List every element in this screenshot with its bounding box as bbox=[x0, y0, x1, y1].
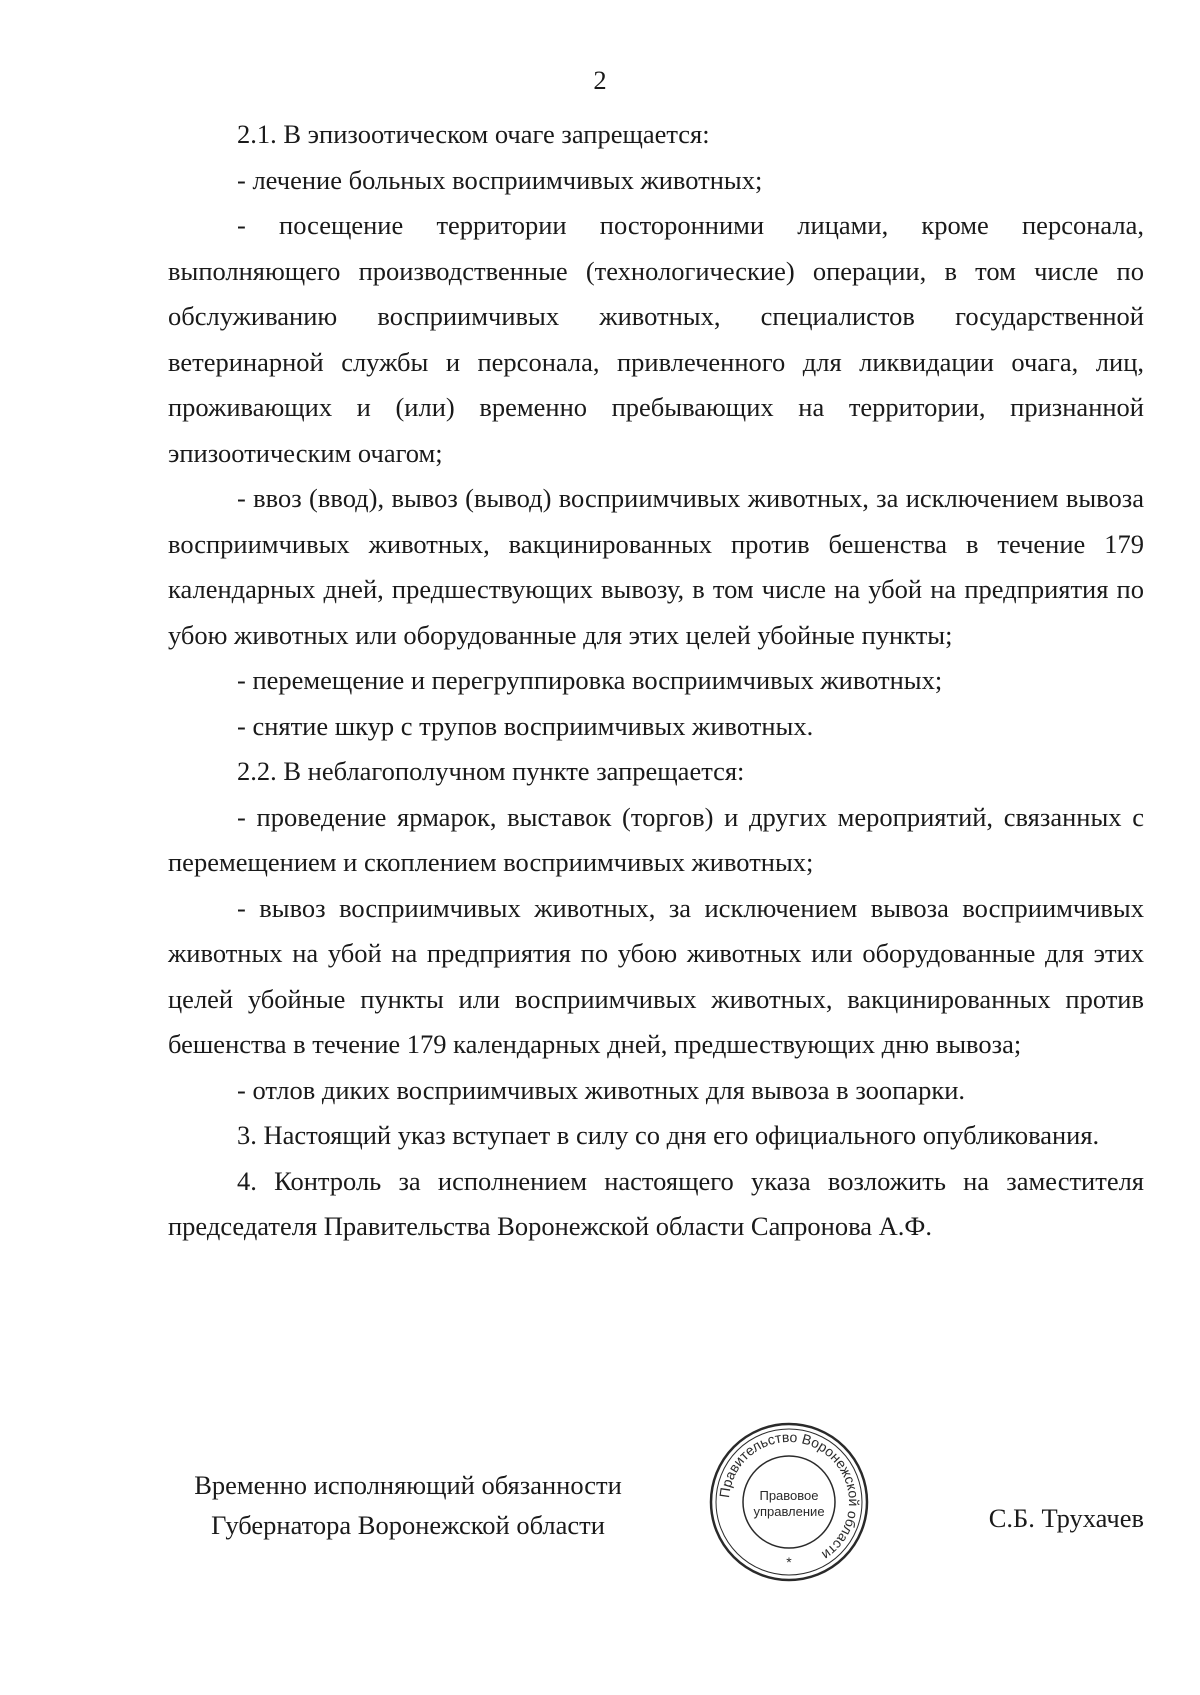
paragraph-3: 3. Настоящий указ вступает в силу со дня его официального опубликования. bbox=[237, 1120, 1100, 1150]
document-body bbox=[168, 112, 1144, 1250]
paragraph-item: - посещение территории посторонними лицами, кроме персонала, выполняющего производственные (технологические) операции, в том числе по обслуживанию восприимчивых животных, специалистов государственной ветеринарной службы и персонала, привлеченного для ликвидации очага, лиц, проживающих и (или) временно пребывающих на территории, признанной эпизоотическим очагом; bbox=[168, 210, 1144, 468]
paragraph-item: - проведение ярмарок, выставок (торгов) и других мероприятий, связанных с перемещением и скоплением восприимчивых животных; bbox=[168, 801, 1144, 877]
position-line-1: Временно исполняющий обязанности bbox=[194, 1470, 622, 1500]
paragraph-item: - перемещение и перегруппировка восприимчивых животных; bbox=[237, 665, 943, 695]
paragraph-item: - отлов диких восприимчивых животных для вывоза в зоопарки. bbox=[237, 1074, 966, 1105]
position-line-2: Губернатора Воронежской области bbox=[211, 1510, 605, 1540]
page-number: 2 bbox=[593, 65, 607, 95]
paragraph-item: - лечение больных восприимчивых животных; bbox=[237, 164, 763, 195]
stamp-seal-graphic bbox=[707, 1420, 871, 1584]
paragraph-4: 4. Контроль за исполнением настоящего указа возложить на заместителя председателя Правительства Воронежской области Сапронова А.Ф. bbox=[168, 1165, 1144, 1241]
paragraph-item: - ввоз (ввод), вывоз (вывод) восприимчивых животных, за исключением вывоза восприимчивых животных, вакцинированных против бешенства в течение 179 календарных дней, предшествующих вывозу, в том числе на убой на предприятия по убою животных или оборудованные для этих целей убойные пункты; bbox=[168, 483, 1144, 650]
signatory-position bbox=[168, 1465, 648, 1545]
paragraph-2-2-heading: 2.2. В неблагополучном пункте запрещается: bbox=[237, 756, 745, 786]
signatory-name: С.Б. Трухачев bbox=[988, 1503, 1144, 1533]
paragraph-item: - вывоз восприимчивых животных, за исключением вывоза восприимчивых животных на убой на предприятия по убою животных или оборудованные для этих целей убойные пункты или восприимчивых животных, вакцинированных против бешенства в течение 179 календарных дней, предшествующих дню вывоза; bbox=[168, 892, 1144, 1059]
paragraph-2-1-heading: 2.1. В эпизоотическом очаге запрещается: bbox=[237, 119, 710, 149]
official-stamp bbox=[707, 1420, 871, 1584]
stamp-outer-text: Правительство Воронежской области bbox=[716, 1428, 863, 1564]
stamp-inner-line-2: управление bbox=[753, 1504, 825, 1519]
paragraph-item: - снятие шкур с трупов восприимчивых животных. bbox=[237, 710, 814, 741]
stamp-star: * bbox=[786, 1554, 792, 1570]
stamp-inner-line-1: Правовое bbox=[759, 1488, 819, 1503]
